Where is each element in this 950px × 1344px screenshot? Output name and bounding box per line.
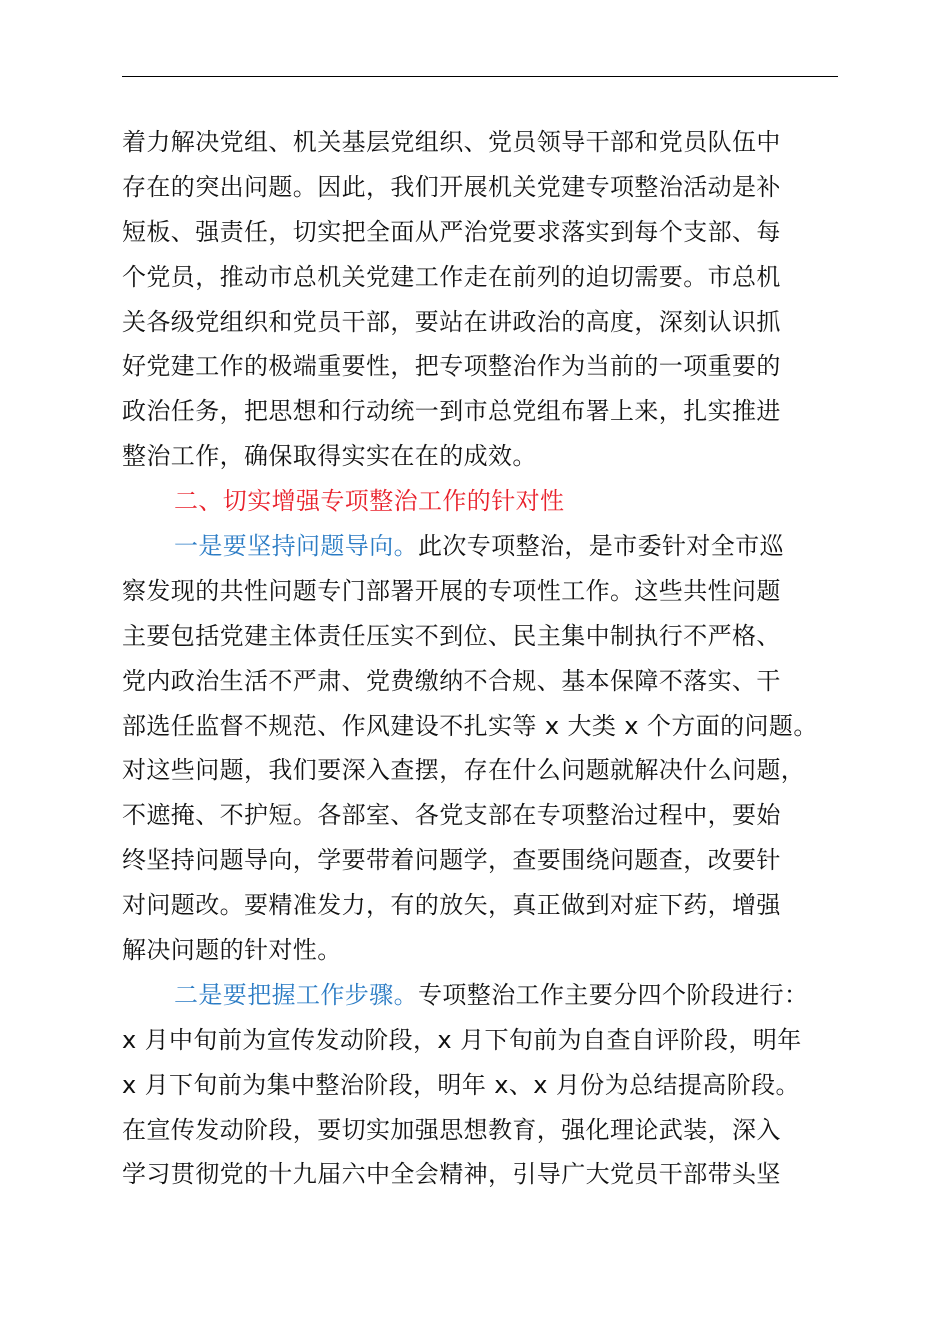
point-1-first-line-text: 此次专项整治，是市委针对全市巡 (418, 532, 784, 561)
header-rule (122, 76, 838, 77)
point-1-lead: 一是要坚持问题导向。 (174, 532, 418, 561)
point-2-lead: 二是要把握工作步骤。 (174, 980, 418, 1009)
paragraph-line: 不遮掩、不护短。各部室、各党支部在专项整治过程中，要始 (122, 801, 781, 830)
paragraph-line: 在宣传发动阶段，要切实加强思想教育，强化理论武装，深入 (122, 1115, 781, 1144)
point-2-first-line-text: 专项整治工作主要分四个阶段进行： (418, 980, 809, 1009)
paragraph-line: 终坚持问题导向，学要带着问题学，查要围绕问题查，改要针 (122, 846, 781, 875)
paragraph-line: 存在的突出问题。因此，我们开展机关党建专项整治活动是补 (122, 172, 781, 201)
paragraph-line: 关各级党组织和党员干部，要站在讲政治的高度，深刻认识抓 (122, 307, 781, 336)
paragraph-line: 学习贯彻党的十九届六中全会精神，引导广大党员干部带头坚 (122, 1160, 781, 1189)
paragraph-line: 政治任务，把思想和行动统一到市总党组布署上来，扎实推进 (122, 397, 781, 426)
point-2-first-line (122, 973, 858, 1018)
paragraph-line: 主要包括党建主体责任压实不到位、民主集中制执行不严格、 (122, 621, 781, 650)
paragraph-line: 整治工作，确保取得实实在在的成效。 (122, 442, 537, 471)
paragraph-line: 部选任监督不规范、作风建设不扎实等 x 大类 x 个方面的问题。 (122, 711, 818, 740)
paragraph-line: x 月下旬前为集中整治阶段，明年 x、x 月份为总结提高阶段。 (122, 1070, 800, 1099)
paragraph-line: 解决问题的针对性。 (122, 936, 342, 965)
paragraph-line: 对问题改。要精准发力，有的放矢，真正做到对症下药，增强 (122, 891, 781, 920)
point-1-first-line (122, 524, 858, 569)
paragraph-line: 好党建工作的极端重要性，把专项整治作为当前的一项重要的 (122, 352, 781, 381)
paragraph-line: 着力解决党组、机关基层党组织、党员领导干部和党员队伍中 (122, 128, 781, 156)
paragraph-line: 短板、强责任，切实把全面从严治党要求落实到每个支部、每 (122, 217, 781, 246)
paragraph-line: 个党员，推动市总机关党建工作走在前列的迫切需要。市总机 (122, 262, 781, 291)
paragraph-line: x 月中旬前为宣传发动阶段，x 月下旬前为自查自评阶段，明年 (122, 1025, 802, 1054)
section-heading: 二、切实增强专项整治工作的针对性 (174, 487, 565, 516)
paragraph-line: 党内政治生活不严肃、党费缴纳不合规、基本保障不落实、干 (122, 666, 781, 695)
document-body (122, 120, 858, 1197)
paragraph-line: 对这些问题，我们要深入查摆，存在什么问题就解决什么问题， (122, 756, 806, 785)
paragraph-line: 察发现的共性问题专门部署开展的专项性工作。这些共性问题 (122, 576, 781, 605)
